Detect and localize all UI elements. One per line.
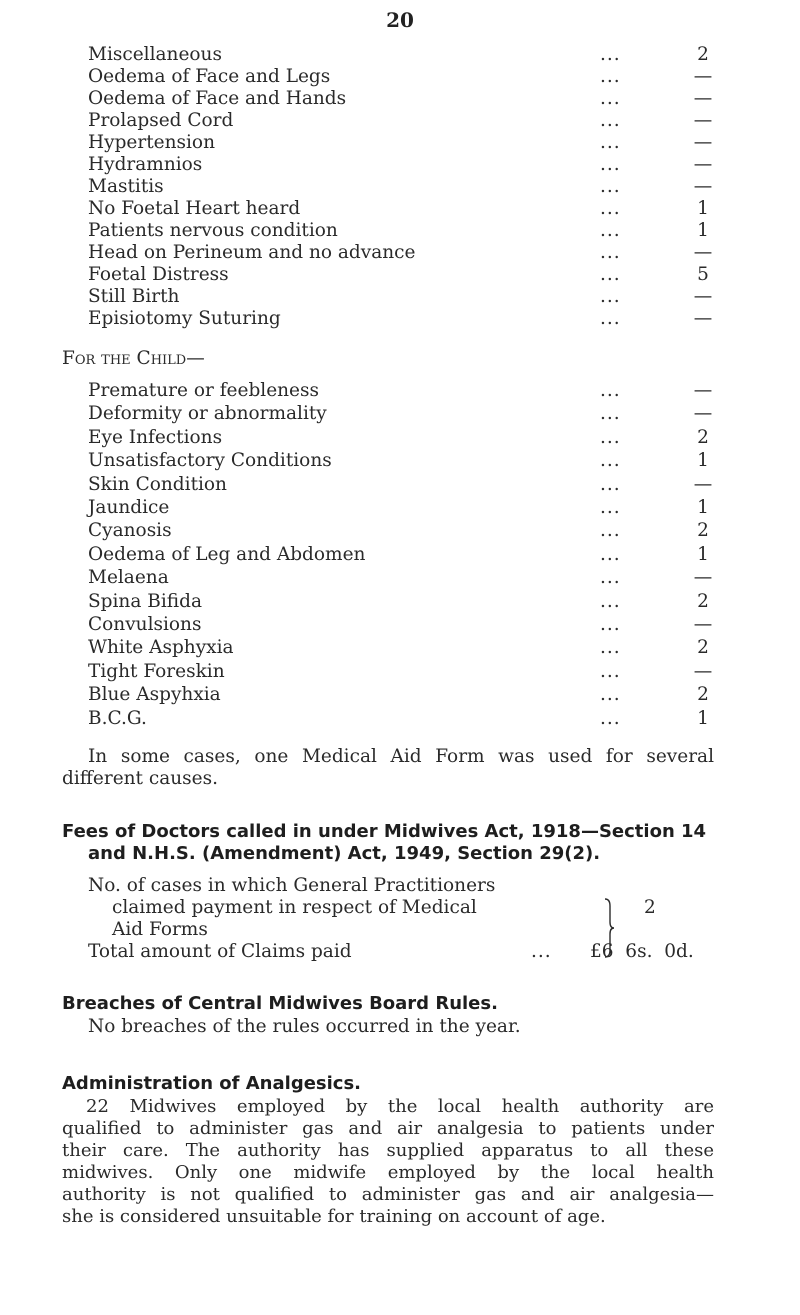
row-leader-dots: ...	[600, 132, 621, 153]
table-row	[88, 220, 713, 242]
row-leader-dots: ...	[600, 198, 621, 219]
row-leader-dots: ...	[600, 660, 621, 682]
row-value: —	[693, 110, 713, 131]
row-leader-dots: ...	[600, 684, 621, 706]
row-label: Melaena	[88, 567, 169, 589]
table-row	[88, 154, 713, 176]
row-value: —	[693, 286, 713, 307]
row-leader-dots: ...	[600, 473, 621, 495]
note-line-2: different causes.	[62, 768, 218, 789]
row-label: Prolapsed Cord	[88, 110, 234, 131]
row-value: —	[693, 308, 713, 329]
table-row	[88, 380, 713, 402]
table-row	[88, 474, 713, 496]
table-row	[88, 497, 713, 519]
analgesics-line: midwives. Only one midwife employed by the local health	[62, 1162, 714, 1183]
analgesics-line: authority is not qualified to administer gas and air analgesia—	[62, 1184, 714, 1205]
row-label: Tight Foreskin	[88, 660, 225, 682]
fees-cases-line-3: Aid Forms	[112, 919, 208, 940]
child-section-heading: For the Child—	[62, 348, 205, 369]
row-label: Skin Condition	[88, 473, 227, 495]
row-leader-dots: ...	[600, 110, 621, 131]
row-leader-dots: ...	[600, 66, 621, 87]
row-value: 2	[697, 637, 709, 659]
breaches-heading: Breaches of Central Midwives Board Rules.	[62, 993, 498, 1014]
row-value: 2	[697, 590, 709, 612]
row-leader-dots: ...	[600, 426, 621, 448]
row-value: 1	[697, 707, 709, 729]
row-value: 1	[697, 450, 709, 472]
row-value: 1	[697, 198, 709, 219]
table-row	[88, 614, 713, 636]
row-leader-dots: ...	[600, 637, 621, 659]
table-row	[88, 132, 713, 154]
table-row	[88, 88, 713, 110]
row-value: —	[693, 88, 713, 109]
row-label: Miscellaneous	[88, 44, 222, 65]
row-label: Jaundice	[88, 497, 170, 518]
fees-heading-line-2: and N.H.S. (Amendment) Act, 1949, Section 29(2).	[88, 843, 601, 864]
row-label: Blue Aspyhxia	[88, 684, 221, 706]
row-label: Head on Perineum and no advance	[88, 242, 416, 263]
fees-total-label: Total amount of Claims paid	[88, 941, 352, 962]
row-value: —	[693, 380, 713, 401]
row-label: White Asphyxia	[88, 637, 234, 659]
row-label: No Foetal Heart heard	[88, 198, 301, 219]
analgesics-line: 22 Midwives employed by the local health authority are	[86, 1096, 714, 1117]
row-leader-dots: ...	[600, 403, 621, 425]
row-value: —	[693, 242, 713, 263]
table-row	[88, 176, 713, 198]
row-leader-dots: ...	[600, 590, 621, 612]
row-value: —	[693, 403, 713, 425]
row-label: Deformity or abnormality	[88, 403, 327, 425]
table-row	[88, 544, 713, 566]
breaches-text: No breaches of the rules occurred in the year.	[88, 1016, 521, 1037]
table-row	[88, 661, 713, 683]
row-value: —	[693, 176, 713, 197]
table-row	[88, 198, 713, 220]
row-value: 2	[697, 520, 709, 542]
row-leader-dots: ...	[600, 567, 621, 589]
fees-heading-line-1: Fees of Doctors called in under Midwives Act, 1918—Section 14	[62, 821, 707, 842]
row-leader-dots: ...	[600, 242, 621, 263]
row-leader-dots: ...	[600, 707, 621, 729]
row-leader-dots: ...	[600, 154, 621, 175]
row-label: Hypertension	[88, 132, 215, 153]
row-label: Hydramnios	[88, 154, 203, 175]
row-value: —	[693, 132, 713, 153]
row-label: Spina Bifida	[88, 590, 202, 612]
note-line-1: In some cases, one Medical Aid Form was used for several	[88, 746, 714, 767]
row-leader-dots: ...	[600, 380, 621, 401]
table-row	[88, 427, 713, 449]
analgesics-line: she is considered unsuitable for training on account of age.	[62, 1206, 606, 1227]
row-label: B.C.G.	[88, 707, 147, 729]
row-value: —	[693, 66, 713, 87]
row-label: Still Birth	[88, 286, 180, 307]
row-leader-dots: ...	[600, 176, 621, 197]
row-leader-dots: ...	[600, 88, 621, 109]
fees-cases-line-1: No. of cases in which General Practitioners	[88, 875, 496, 896]
table-row	[88, 286, 713, 308]
row-leader-dots: ...	[600, 264, 621, 285]
table-row	[88, 66, 713, 88]
row-value: 2	[697, 426, 709, 448]
row-leader-dots: ...	[600, 450, 621, 472]
row-value: —	[693, 660, 713, 682]
table-row	[88, 110, 713, 132]
table-row	[88, 684, 713, 706]
row-leader-dots: ...	[600, 308, 621, 329]
table-row	[88, 450, 713, 472]
table-row	[88, 403, 713, 425]
analgesics-line: qualified to administer gas and air analgesia to patients under	[62, 1118, 714, 1139]
row-label: Convulsions	[88, 614, 202, 635]
row-label: Eye Infections	[88, 426, 223, 448]
table-row	[88, 591, 713, 613]
row-value: —	[693, 154, 713, 175]
table-row	[88, 567, 713, 589]
row-label: Unsatisfactory Conditions	[88, 450, 332, 472]
row-label: Oedema of Leg and Abdomen	[88, 543, 366, 565]
row-label: Episiotomy Suturing	[88, 308, 281, 329]
fees-total-dots: ...	[531, 941, 552, 962]
row-leader-dots: ...	[600, 543, 621, 565]
row-value: —	[693, 614, 713, 635]
table-row	[88, 242, 713, 264]
fees-cases-line-2: claimed payment in respect of Medical	[112, 897, 477, 918]
fees-total-value: £6 6s. 0d.	[590, 941, 694, 962]
row-leader-dots: ...	[600, 614, 621, 635]
row-leader-dots: ...	[600, 220, 621, 241]
table-row	[88, 44, 713, 66]
row-leader-dots: ...	[600, 286, 621, 307]
row-label: Oedema of Face and Hands	[88, 88, 347, 109]
row-leader-dots: ...	[600, 497, 621, 518]
row-value: 1	[697, 220, 709, 241]
row-label: Patients nervous condition	[88, 220, 338, 241]
row-value: —	[693, 473, 713, 495]
table-row	[88, 520, 713, 542]
row-value: 5	[697, 264, 709, 285]
row-value: 2	[697, 44, 709, 65]
row-value: 2	[697, 684, 709, 706]
row-leader-dots: ...	[600, 520, 621, 542]
fees-cases-value: 2	[644, 897, 656, 918]
row-value: 1	[697, 543, 709, 565]
row-label: Oedema of Face and Legs	[88, 66, 331, 87]
table-row	[88, 308, 713, 330]
table-row	[88, 264, 713, 286]
analgesics-paragraph	[62, 1096, 714, 1228]
row-label: Mastitis	[88, 176, 164, 197]
row-value: —	[693, 567, 713, 589]
row-leader-dots: ...	[600, 44, 621, 65]
table-row	[88, 637, 713, 659]
row-label: Cyanosis	[88, 520, 172, 542]
analgesics-line: their care. The authority has supplied apparatus to all these	[62, 1140, 714, 1161]
row-label: Foetal Distress	[88, 264, 229, 285]
row-label: Premature or feebleness	[88, 380, 319, 401]
analgesics-heading: Administration of Analgesics.	[62, 1073, 362, 1094]
table-row	[88, 708, 713, 730]
row-value: 1	[697, 497, 709, 518]
page-number: 20	[386, 8, 414, 32]
